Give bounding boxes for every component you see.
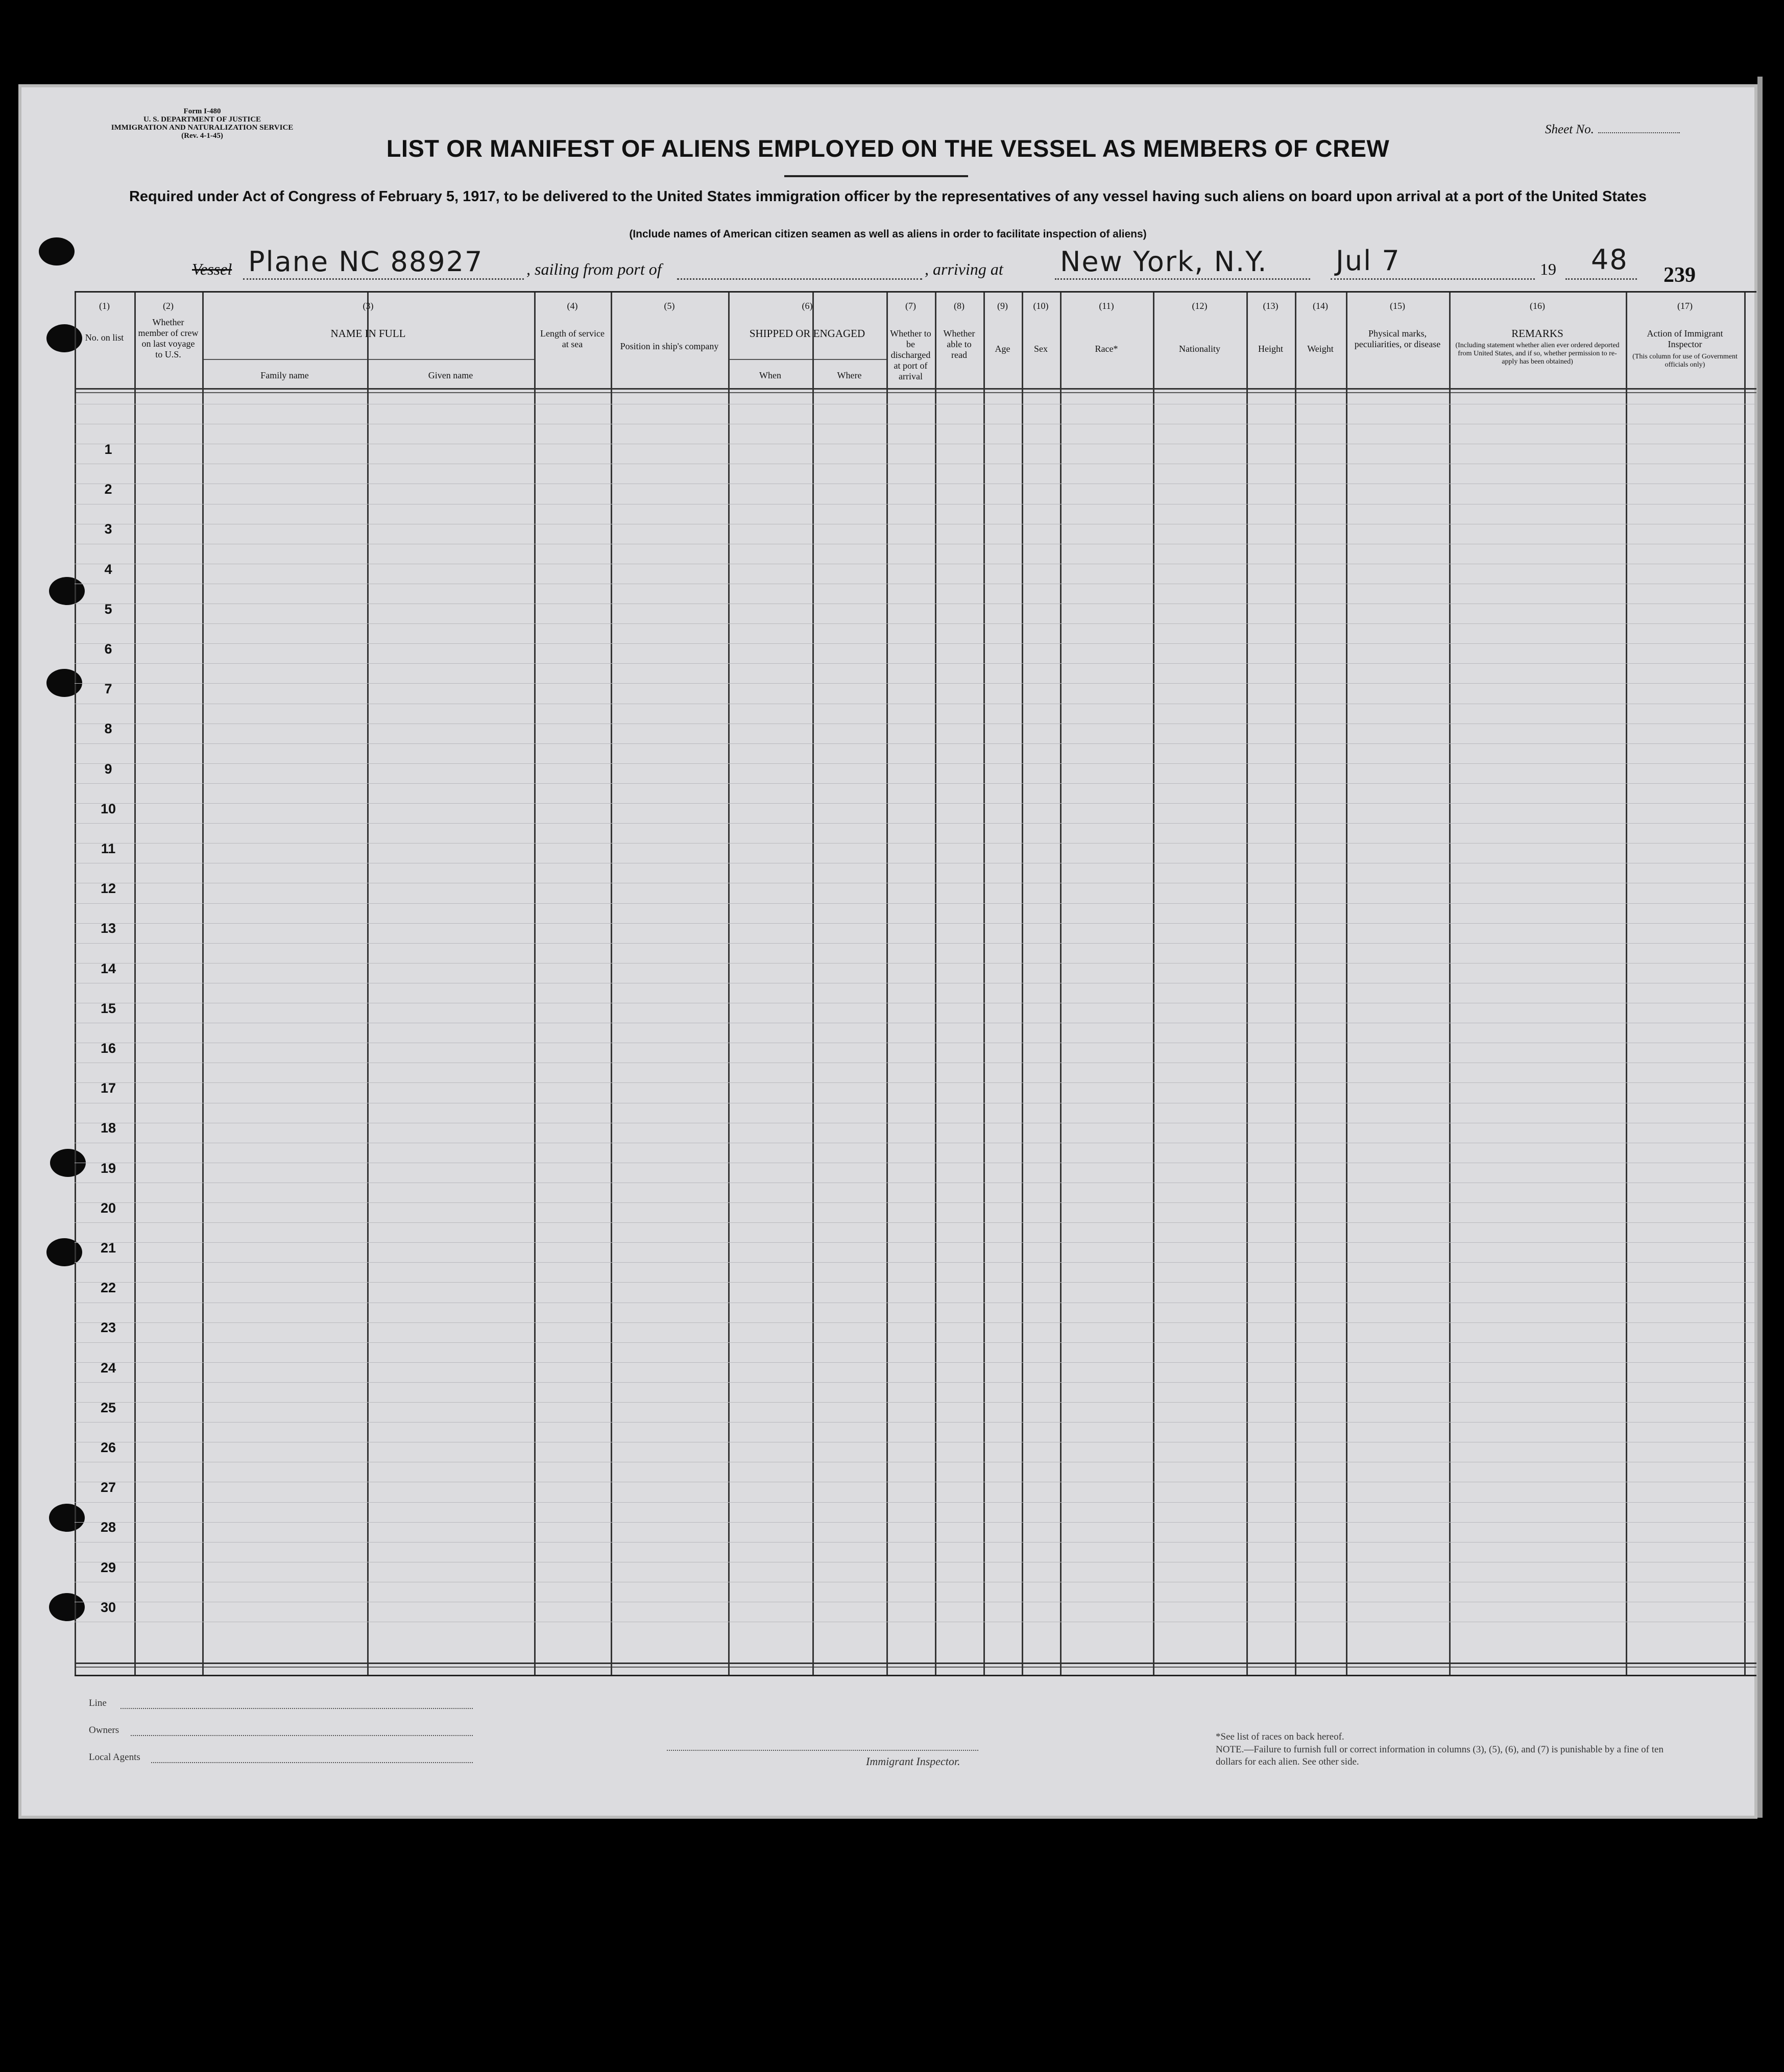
row-number: 7 [104,681,112,697]
row-rule [75,663,1756,664]
row-rule [75,1282,1756,1283]
column-number: (16) [1530,301,1545,311]
year-value: 48 [1591,244,1628,276]
row-rule [75,1522,1756,1523]
row-number: 15 [100,1000,116,1016]
column-header: Whether able to read [943,328,975,360]
row-rule [75,643,1756,644]
row-rule [75,903,1756,904]
line-field [120,1708,473,1709]
row-number: 1 [104,442,112,457]
column-header: SHIPPED OR ENGAGED [749,327,865,340]
column-header: Position in ship's company [620,341,719,351]
row-rule [75,1222,1756,1223]
year-prefix: 19 [1540,260,1556,278]
paper-edge [1757,77,1763,1818]
vessel-line [243,278,524,280]
column-number: (11) [1099,301,1114,311]
column-header: REMARKS [1511,327,1563,340]
row-rule [75,1422,1756,1423]
column-divider [812,293,814,1675]
column-divider [1022,293,1023,1675]
column-subnote: (Including statement whether alien ever ordered deported from United States, and if so, whether permission to re-apply has been obtained) [1455,342,1620,366]
vessel-label: Vessel [192,260,232,278]
column-header: Age [995,344,1010,354]
row-rule [75,783,1756,784]
column-divider [1346,293,1347,1675]
date-line [1331,278,1535,280]
form-identifier: Form I-480 U. S. DEPARTMENT OF JUSTICE IMMIGRATION AND NATURALIZATION SERVICE (Rev. 4-1-45) [111,107,294,140]
row-number: 6 [104,641,112,657]
column-header: Physical marks, peculiarities, or disease [1354,328,1441,349]
row-number: 21 [100,1240,116,1256]
column-header: Length of service at sea [540,328,605,349]
column-divider [1060,293,1062,1675]
row-number: 3 [104,521,112,537]
column-divider [202,293,204,1675]
arriving-label: , arriving at [925,260,1003,278]
column-number: (3) [363,301,374,311]
column-number: (14) [1313,301,1328,311]
row-rule [75,1262,1756,1263]
row-rule [75,943,1756,944]
form-note: (Include names of American citizen seamen as well as aliens in order to facilitate inspection of aliens) [629,228,1147,240]
row-number: 9 [104,761,112,777]
page-title: LIST OR MANIFEST OF ALIENS EMPLOYED ON THE VESSEL AS MEMBERS OF CREW [386,135,1390,162]
column-subheader: Given name [428,370,473,380]
inspector-signature-line [667,1750,978,1751]
arriving-port-line [1055,278,1310,280]
column-subheader: Family name [260,370,309,380]
agents-field [151,1762,473,1763]
column-subheader: When [759,370,781,380]
row-rule [75,1382,1756,1383]
row-number: 29 [100,1559,116,1575]
inspector-label: Immigrant Inspector. [866,1755,960,1768]
column-divider [983,293,985,1675]
column-divider [1295,293,1296,1675]
row-number: 5 [104,601,112,617]
sailing-label: , sailing from port of [526,260,662,278]
row-rule [75,763,1756,764]
column-number: (7) [905,301,916,311]
column-number: (6) [802,301,813,311]
column-number: (8) [954,301,965,311]
column-subnote: (This column for use of Government officials only) [1632,353,1738,369]
column-header: Weight [1307,344,1334,354]
row-number: 2 [104,481,112,497]
punch-hole [39,237,75,266]
column-divider [935,293,936,1675]
column-divider [728,293,730,1675]
column-header: Action of Immigrant Inspector [1647,328,1723,349]
row-rule [75,803,1756,804]
crew-table [75,291,1756,1676]
row-number: 28 [100,1520,116,1535]
row-number: 30 [100,1599,116,1615]
title-underline [784,175,968,177]
row-number: 13 [100,921,116,936]
column-number: (4) [567,301,578,311]
row-number: 14 [100,960,116,976]
year-line [1565,278,1637,280]
column-divider [367,293,369,1675]
row-rule [75,743,1756,744]
column-header: Whether to be discharged at port of arrival [890,328,931,381]
column-number: (12) [1192,301,1208,311]
owners-label: Owners [89,1725,119,1736]
row-number: 17 [100,1080,116,1096]
manifest-sheet [18,84,1757,1819]
row-number: 8 [104,721,112,737]
column-header: Race* [1095,344,1118,354]
owners-field [131,1735,473,1736]
column-number: (2) [163,301,174,311]
line-label: Line [89,1698,107,1708]
agents-label: Local Agents [89,1752,140,1763]
row-number: 10 [100,801,116,816]
form-subtitle: Required under Act of Congress of February 5, 1917, to be delivered to the United States immigration officer by the representatives of any vessel having such aliens on board upon arrival at a port of the United States [129,188,1647,205]
column-header: Height [1258,344,1283,354]
row-number: 4 [104,561,112,577]
row-rule [75,1502,1756,1503]
column-divider [1246,293,1248,1675]
row-rule [75,1362,1756,1363]
race-footnote: *See list of races on back hereof. [1216,1731,1344,1742]
row-rule [75,923,1756,924]
row-number: 18 [100,1120,116,1136]
row-number: 19 [100,1160,116,1176]
column-number: (5) [664,301,675,311]
penalty-note: NOTE.—Failure to furnish full or correct information in columns (3), (5), (6), and (7) is punishable by a fine of ten dollars for each alien. See other side. [1216,1744,1664,1767]
column-number: (1) [99,301,110,311]
column-header: NAME IN FULL [330,327,406,340]
row-number: 23 [100,1320,116,1336]
row-number: 20 [100,1200,116,1216]
row-number: 26 [100,1440,116,1455]
vessel-value: Plane NC 88927 [248,246,484,278]
arriving-value: New York, N.Y. [1060,246,1268,278]
column-divider [1626,293,1627,1675]
column-header: Whether member of crew on last voyage to U.S. [138,317,199,359]
row-rule [75,1322,1756,1323]
column-number: (17) [1677,301,1693,311]
column-divider [534,293,536,1675]
row-rule [75,623,1756,624]
column-divider [1153,293,1154,1675]
column-number: (15) [1390,301,1405,311]
row-number: 12 [100,881,116,897]
row-rule [75,1242,1756,1243]
row-rule [75,683,1756,684]
row-rule [75,1202,1756,1203]
row-rule [75,843,1756,844]
column-header: Sex [1034,344,1048,354]
row-rule [75,1082,1756,1083]
row-rule [75,1542,1756,1543]
row-number: 11 [101,841,116,856]
row-number: 22 [100,1280,116,1296]
column-divider [1744,293,1746,1675]
page-number: 239 [1664,263,1696,287]
sheet-number: Sheet No. [1545,123,1680,137]
sailing-port-line [677,278,922,280]
column-divider [1449,293,1451,1675]
row-number: 24 [100,1360,116,1376]
row-rule [75,1342,1756,1343]
column-number: (9) [997,301,1008,311]
row-rule [75,1402,1756,1403]
column-divider [75,293,76,1675]
column-number: (13) [1263,301,1279,311]
date-value: Jul 7 [1336,245,1401,277]
column-divider [886,293,888,1675]
column-divider [611,293,612,1675]
column-header: No. on list [85,332,124,343]
row-number: 16 [100,1041,116,1056]
voyage-line [192,244,1714,281]
row-number: 25 [100,1400,116,1415]
row-rule [75,823,1756,824]
column-subheader: Where [837,370,862,380]
column-header: Nationality [1179,344,1220,354]
column-number: (10) [1033,301,1049,311]
row-number: 27 [100,1480,116,1496]
column-divider [134,293,136,1675]
